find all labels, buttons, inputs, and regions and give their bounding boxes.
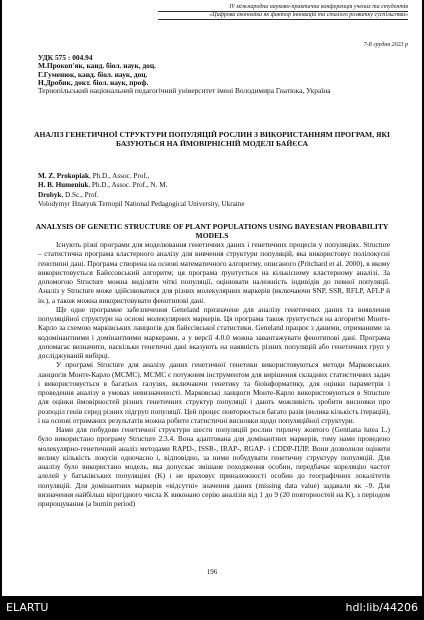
author-ua-3: Н.Дробик, докт. біол. наук, проф. xyxy=(38,77,149,87)
udc-code: УДК 575 : 004.94 xyxy=(38,53,93,62)
author-ua-1: М.Прокоп'як, канд. біол. наук, доц. xyxy=(38,61,156,71)
paragraph: Існують різні програми для моделювання генетичних даних і генетичних процесів у популяціях. Structure – статистична програма кластерного аналізу для вивчення структури популяцій, яка використовує полілокусні генотипні дані. Програма створена на основі математичного алгоритму, описаного (Pritchard et al. 2000), в якому використовується Байєсовський алгоритм; ця програма ґрунтується на кількісному кластерному аналізі. За допомогою Structure можна виділяти чіткі популяції, оцінювати належність індивідів до певної популяції. Аналіз у Structure може здійснюватися для різних молекулярних маркерів (включаючи SNP, SSR, RFLP, AFLP й ін.), а також можна використовувати фенотипові дані. xyxy=(38,240,390,305)
handle-id: hdl:lib/44206 xyxy=(345,601,418,614)
authors-ua-block xyxy=(38,54,398,95)
affiliation-en: Volodymyr Hnatyuk Ternopil National Pedagogical University, Ukraine xyxy=(38,199,245,208)
running-header xyxy=(158,4,408,20)
author-en-3: Drobyk, D.Sc., Prof. xyxy=(38,190,99,199)
paragraph: Ще одне програмне забезпечення Geneland призначене для аналізу генетичних даних та виявлення популяційної структури на основі молекулярних маркерів. Ця програма також ґрунтується на алгоритмі Монте-Карло за схемою марківських ланцюгів для байєсівської статистики. Geneland працює з даними, отриманими за кодомінантними і домінантними маркерами, а у версії 4.0.0 можна завантажувати фенотипові дані. Програма допомагає визначити, наскільки генетичні дані вказують на наявність різних популяцій або генетичних груп у досліджуваній вибірці. xyxy=(38,304,390,360)
paragraph: Нами для побудови генетичної структури шести популяцій рослин тирличу жовтого (Gentiana lutea L.) було використано програму Structure 2.3.4. Вона адаптована для домінантних маркерів, тому нами проведено молекулярно-генетичний аналіз методами RAPD-, ISSR-, IRAP-, RGAP- і CDDP-ПЛР. Вони дозволили оцінити велику кількість локусів одночасно і, відповідно, за ними побудувати генетичну структуру популяцій. Для аналізу було використано модель, яка допускає змішане походження особин, передбачає кореляцію частот алелей у батьківських популяціях (K) і не враховує приналежності особин до географічних локалітетів популяцій. Для домінантних маркерів «відсутні» значення даних (missing data value) задавали як –9. Для визначення найбільш вірогідного числа K виконано серію аналізів від 1 до 9 (20 повторностей на K), з періодом прирощування (a burnin period) xyxy=(38,425,390,508)
author-en-2: H. B. Humeniuk, Ph.D., Assoc. Prof., N. M. xyxy=(38,181,168,190)
paper-page xyxy=(2,0,422,596)
paragraph: У програмі Structure для аналізу даних генетичної генетики використовуються методи Марковських ланцюгів Монте-Карло (MCMC). MCMC є потужним інструментом для вирішення складних статистичних задач і використовується в багатьох галузях, включаючи генетику та біоінформатику, для оцінки параметрів і проведення аналізу в умовах невизначеності. Марковські ланцюги Монте-Карло використовуються в Structure для оцінки ймовірностей різних генетичних структур популяції і дають можливість зробити висновки про розподіл генів серед різних підгруп популяції. Цей процес повторюється багато разів (велика кількість ітерацій), і на основі отриманих результатів можна робити статистичні висновки щодо популяційної структури. xyxy=(38,360,390,425)
title-en: ANALYSIS OF GENETIC STRUCTURE OF PLANT POPULATIONS USING BAYESIAN PROBABILITY MODELS xyxy=(35,222,389,240)
page-number: 196 xyxy=(206,568,218,576)
conference-date: 7-8 грудня 2023 р xyxy=(363,42,408,48)
author-ua-2: Г.Гуменюк, канд. біол. наук, доц. xyxy=(38,69,148,79)
title-ua: АНАЛІЗ ГЕНЕТИЧНОЇ СТРУКТУРИ ПОПУЛЯЦІЙ РОСЛИН З ВИКОРИСТАННЯМ ПРОГРАМ, ЯКІ БАЗУЮТЬСЯ НА ЙМОВІРНІСНІЙ МОДЕЛІ БАЙЄСА xyxy=(34,130,390,148)
authors-en-block xyxy=(38,172,398,209)
affiliation-ua: Тернопільський національний педагогічний університет імені Володимира Гнатюка, Україна xyxy=(38,86,331,96)
article-body xyxy=(38,240,390,508)
repository-footer xyxy=(0,596,424,620)
conference-line: IV міжнародна науково-практична конференція учених та студентів xyxy=(158,4,408,12)
conference-subtitle: «Цифрова економіка як фактор інновацій та сталого розвитку суспільства» xyxy=(158,12,408,20)
author-en-1: M. Z. Prokopiak, Ph.D., Assoc. Prof., xyxy=(38,172,150,180)
repository-name: ELARTU xyxy=(6,601,49,614)
